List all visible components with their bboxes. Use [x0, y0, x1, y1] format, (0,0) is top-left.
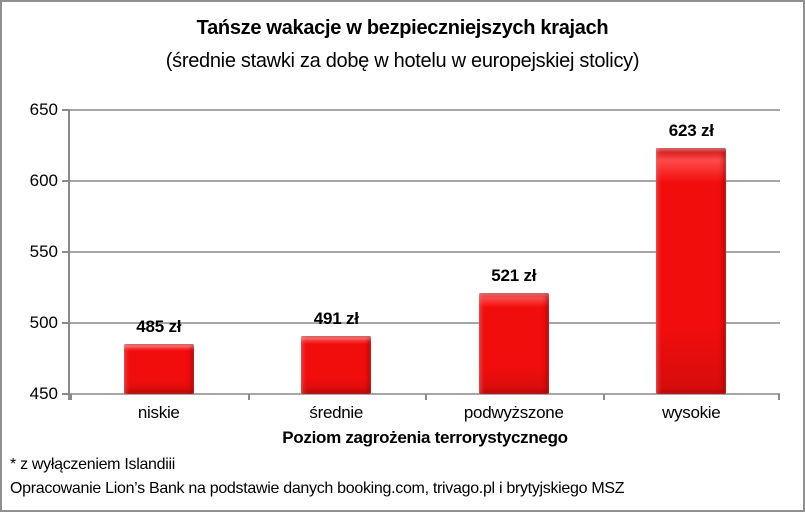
y-axis-tick-label: 450 — [29, 384, 58, 403]
x-axis-category-label: podwyższone — [463, 403, 564, 422]
x-axis-category-label: niskie — [137, 403, 180, 422]
bar — [124, 344, 194, 394]
bar-value-label: 485 zł — [136, 317, 182, 337]
x-axis-tick — [778, 394, 780, 400]
chart-subtitle: (średnie stawki za dobę w hotelu w europejskiej stolicy) — [165, 50, 640, 72]
y-axis-tick-label: 500 — [29, 313, 58, 332]
bar-value-label: 491 zł — [313, 308, 359, 328]
bar-value-label: 623 zł — [668, 121, 714, 141]
y-axis-tick-label: 650 — [29, 100, 58, 119]
bar — [301, 336, 371, 394]
gridline — [70, 109, 780, 111]
bar — [479, 293, 549, 394]
y-axis-tick-label: 600 — [29, 171, 58, 190]
footnote-exclusion: * z wyłączeniem Islandiii — [10, 456, 176, 473]
bar — [656, 148, 726, 394]
x-axis-tick — [603, 394, 605, 400]
x-axis-tick — [248, 394, 250, 400]
x-axis-category-label: wysokie — [662, 403, 721, 422]
x-axis-title: Poziom zagrożenia terrorystycznego — [282, 428, 568, 447]
y-axis-line — [68, 110, 70, 400]
y-axis-tick-label: 550 — [29, 242, 58, 261]
x-axis-tick — [425, 394, 427, 400]
x-axis-tick — [70, 394, 72, 400]
bar-value-label: 521 zł — [491, 266, 537, 286]
chart-title: Tańsze wakacje w bezpieczniejszych krajach — [196, 17, 609, 39]
x-axis-category-label: średnie — [309, 403, 364, 422]
plot-area — [29, 100, 780, 422]
footnote-source: Opracowanie Lion’s Bank na podstawie danych booking.com, trivago.pl i brytyjskiego MSZ — [10, 480, 625, 497]
